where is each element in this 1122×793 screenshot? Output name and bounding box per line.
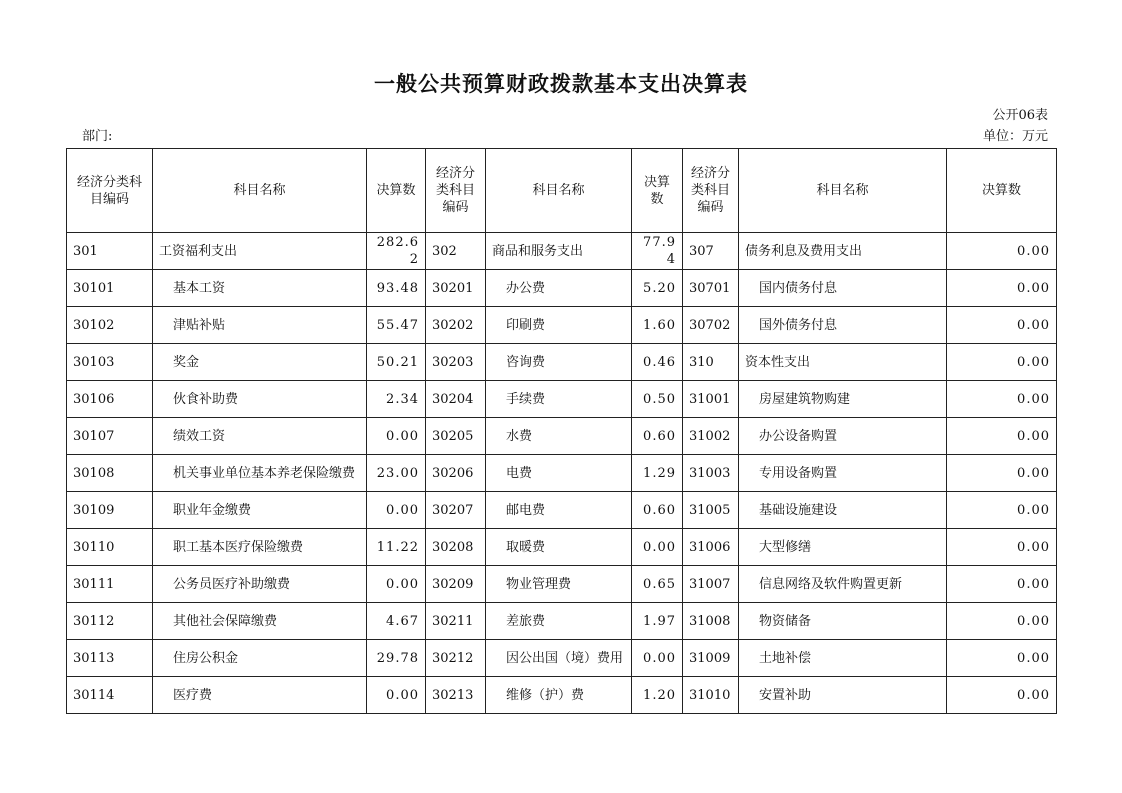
table-row [67, 640, 1057, 677]
amount-cell: 0.00 [947, 603, 1057, 640]
amount-cell: 1.20 [632, 677, 683, 714]
code-cell: 30204 [426, 381, 486, 418]
code-cell: 30102 [67, 307, 153, 344]
amount-cell: 0.00 [947, 418, 1057, 455]
code-cell: 30702 [683, 307, 739, 344]
amount-cell: 93.48 [367, 270, 426, 307]
name-cell: 邮电费 [486, 492, 632, 529]
table-row [67, 381, 1057, 418]
amount-cell: 0.60 [632, 492, 683, 529]
amount-cell: 0.00 [632, 640, 683, 677]
name-cell: 电费 [486, 455, 632, 492]
name-cell: 国内债务付息 [739, 270, 947, 307]
amount-cell: 0.00 [947, 566, 1057, 603]
table-row [67, 344, 1057, 381]
code-cell: 31001 [683, 381, 739, 418]
code-cell: 30101 [67, 270, 153, 307]
code-cell: 31007 [683, 566, 739, 603]
name-cell: 公务员医疗补助缴费 [153, 566, 367, 603]
code-cell: 30113 [67, 640, 153, 677]
amount-cell: 0.00 [947, 529, 1057, 566]
header-code-1: 经济分类科目编码 [67, 149, 153, 233]
amount-cell: 29.78 [367, 640, 426, 677]
code-cell: 302 [426, 233, 486, 270]
code-cell: 31006 [683, 529, 739, 566]
amount-cell: 0.00 [632, 529, 683, 566]
name-cell: 基础设施建设 [739, 492, 947, 529]
header-amount-1: 决算数 [367, 149, 426, 233]
table-row [67, 455, 1057, 492]
name-cell: 大型修缮 [739, 529, 947, 566]
page-title: 一般公共预算财政拨款基本支出决算表 [374, 71, 748, 96]
table-body [67, 233, 1057, 714]
header-name-2: 科目名称 [486, 149, 632, 233]
code-cell: 30112 [67, 603, 153, 640]
code-cell: 30110 [67, 529, 153, 566]
code-cell: 31005 [683, 492, 739, 529]
name-cell: 专用设备购置 [739, 455, 947, 492]
name-cell: 咨询费 [486, 344, 632, 381]
code-cell: 30103 [67, 344, 153, 381]
amount-cell: 1.97 [632, 603, 683, 640]
amount-cell: 5.20 [632, 270, 683, 307]
table-row [67, 270, 1057, 307]
name-cell: 职工基本医疗保险缴费 [153, 529, 367, 566]
header-code-2: 经济分类科目编码 [426, 149, 486, 233]
code-cell: 31003 [683, 455, 739, 492]
name-cell: 水费 [486, 418, 632, 455]
name-cell: 办公设备购置 [739, 418, 947, 455]
code-cell: 30206 [426, 455, 486, 492]
code-cell: 31002 [683, 418, 739, 455]
code-cell: 30114 [67, 677, 153, 714]
name-cell: 因公出国（境）费用 [486, 640, 632, 677]
name-cell: 职业年金缴费 [153, 492, 367, 529]
name-cell: 奖金 [153, 344, 367, 381]
name-cell: 机关事业单位基本养老保险缴费 [153, 455, 367, 492]
amount-cell: 50.21 [367, 344, 426, 381]
code-cell: 30207 [426, 492, 486, 529]
table-row [67, 566, 1057, 603]
code-cell: 307 [683, 233, 739, 270]
amount-cell: 1.29 [632, 455, 683, 492]
amount-cell: 0.00 [947, 492, 1057, 529]
amount-cell: 0.00 [947, 270, 1057, 307]
amount-cell: 4.67 [367, 603, 426, 640]
amount-cell: 0.00 [947, 344, 1057, 381]
code-cell: 30109 [67, 492, 153, 529]
name-cell: 伙食补助费 [153, 381, 367, 418]
table-header-row [67, 149, 1057, 233]
code-cell: 30701 [683, 270, 739, 307]
name-cell: 物资储备 [739, 603, 947, 640]
code-cell: 301 [67, 233, 153, 270]
table-row [67, 233, 1057, 270]
amount-cell: 0.00 [947, 381, 1057, 418]
amount-cell: 282.62 [367, 233, 426, 270]
name-cell: 医疗费 [153, 677, 367, 714]
header-name-3: 科目名称 [739, 149, 947, 233]
code-cell: 30208 [426, 529, 486, 566]
amount-cell: 2.34 [367, 381, 426, 418]
code-cell: 31009 [683, 640, 739, 677]
amount-cell: 0.46 [632, 344, 683, 381]
name-cell: 安置补助 [739, 677, 947, 714]
name-cell: 土地补偿 [739, 640, 947, 677]
amount-cell: 55.47 [367, 307, 426, 344]
code-cell: 30205 [426, 418, 486, 455]
table-row [67, 307, 1057, 344]
amount-cell: 0.60 [632, 418, 683, 455]
code-cell: 30111 [67, 566, 153, 603]
amount-cell: 77.94 [632, 233, 683, 270]
department-label: 部门: [82, 129, 113, 144]
table-row [67, 492, 1057, 529]
header-name-1: 科目名称 [153, 149, 367, 233]
name-cell: 物业管理费 [486, 566, 632, 603]
amount-cell: 0.00 [367, 418, 426, 455]
name-cell: 手续费 [486, 381, 632, 418]
name-cell: 工资福利支出 [153, 233, 367, 270]
name-cell: 维修（护）费 [486, 677, 632, 714]
name-cell: 住房公积金 [153, 640, 367, 677]
amount-cell: 0.00 [947, 233, 1057, 270]
amount-cell: 0.50 [632, 381, 683, 418]
name-cell: 印刷费 [486, 307, 632, 344]
amount-cell: 0.00 [947, 677, 1057, 714]
expenditure-table [66, 148, 1057, 714]
code-cell: 31010 [683, 677, 739, 714]
amount-cell: 0.65 [632, 566, 683, 603]
name-cell: 取暖费 [486, 529, 632, 566]
name-cell: 其他社会保障缴费 [153, 603, 367, 640]
amount-cell: 1.60 [632, 307, 683, 344]
header-amount-3: 决算数 [947, 149, 1057, 233]
code-cell: 30106 [67, 381, 153, 418]
amount-cell: 23.00 [367, 455, 426, 492]
name-cell: 资本性支出 [739, 344, 947, 381]
form-number: 公开06表 [992, 108, 1048, 123]
name-cell: 信息网络及软件购置更新 [739, 566, 947, 603]
code-cell: 30108 [67, 455, 153, 492]
code-cell: 30201 [426, 270, 486, 307]
code-cell: 31008 [683, 603, 739, 640]
code-cell: 30213 [426, 677, 486, 714]
amount-cell: 0.00 [947, 307, 1057, 344]
name-cell: 绩效工资 [153, 418, 367, 455]
header-code-3: 经济分类科目编码 [683, 149, 739, 233]
header-amount-2: 决算数 [632, 149, 683, 233]
amount-cell: 0.00 [367, 677, 426, 714]
amount-cell: 0.00 [367, 492, 426, 529]
unit-label: 单位：万元 [982, 129, 1048, 144]
table-row [67, 603, 1057, 640]
code-cell: 310 [683, 344, 739, 381]
table-row [67, 529, 1057, 566]
code-cell: 30212 [426, 640, 486, 677]
name-cell: 差旅费 [486, 603, 632, 640]
code-cell: 30209 [426, 566, 486, 603]
name-cell: 债务利息及费用支出 [739, 233, 947, 270]
table-row [67, 418, 1057, 455]
name-cell: 基本工资 [153, 270, 367, 307]
name-cell: 办公费 [486, 270, 632, 307]
name-cell: 房屋建筑物购建 [739, 381, 947, 418]
amount-cell: 11.22 [367, 529, 426, 566]
name-cell: 商品和服务支出 [486, 233, 632, 270]
amount-cell: 0.00 [947, 640, 1057, 677]
amount-cell: 0.00 [947, 455, 1057, 492]
amount-cell: 0.00 [367, 566, 426, 603]
table-row [67, 677, 1057, 714]
name-cell: 津贴补贴 [153, 307, 367, 344]
code-cell: 30107 [67, 418, 153, 455]
code-cell: 30203 [426, 344, 486, 381]
name-cell: 国外债务付息 [739, 307, 947, 344]
code-cell: 30211 [426, 603, 486, 640]
code-cell: 30202 [426, 307, 486, 344]
